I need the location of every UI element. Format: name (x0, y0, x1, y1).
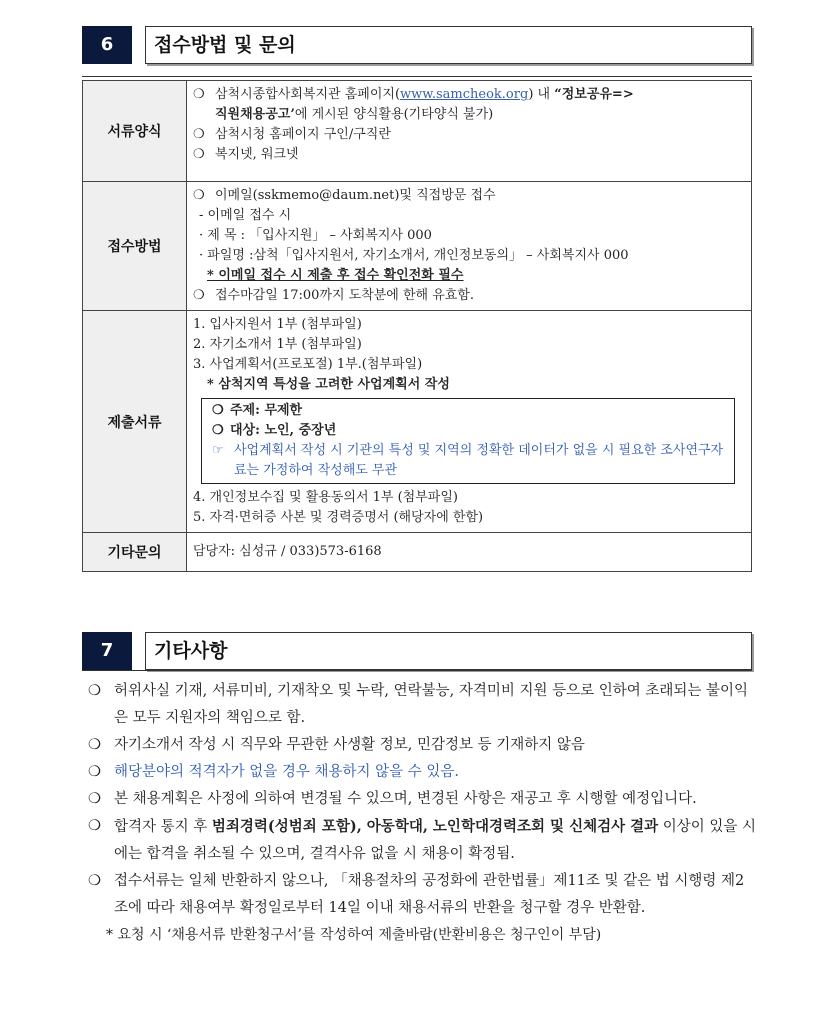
section-6-number: 6 (82, 26, 132, 64)
row-contact (83, 533, 752, 572)
section-7-header (82, 632, 752, 670)
row-label-documents: 제출서류 (83, 311, 187, 533)
circle-bullet-icon: ❍ (193, 87, 205, 102)
circle-bullet-icon: ❍ (212, 423, 224, 438)
row-content-method: ❍ 이메일(sskmemo@daum.net)및 직접방문 접수 - 이메일 접수 시 · 제 목 : 「입사지원」 – 사회복지사 000 · 파일명 :삼척「입사지원서, 자기소개서, 개인정보동의」 – 사회복지사 000 * 이메일 접수 시 제출 후 접수 확인전화 필수 ❍ 접수마감일 17:00까지 도착분에 한해 유효함. (187, 182, 752, 311)
section-7-title: 기타사항 (145, 632, 752, 670)
row-label-method: 접수방법 (83, 182, 187, 311)
list-item: ❍ 자기소개서 작성 시 직무와 무관한 사생활 정보, 민감정보 등 기재하지 않음 (88, 732, 758, 759)
notes-list (88, 678, 758, 949)
list-item: ❍ 해당분야의 적격자가 없을 경우 채용하지 않을 수 있음. (88, 759, 758, 786)
circle-bullet-icon: ❍ (88, 764, 101, 780)
row-form (83, 81, 752, 182)
proposal-guide-box: ❍ 주제: 무제한 ❍ 대상: 노인, 중장년 ☞ 사업계획서 작성 시 기관의 특성 및 지역의 정확한 데이터가 없을 시 필요한 조사연구자료는 가정하여 작성해도 무관 (201, 398, 735, 484)
list-item: ❍ 본 채용계획은 사정에 의하여 변경될 수 있으며, 변경된 사항은 재공고 후 시행할 예정입니다. (88, 786, 758, 813)
row-documents (83, 311, 752, 533)
circle-bullet-icon: ❍ (193, 288, 205, 303)
circle-bullet-icon: ❍ (193, 188, 205, 203)
section-7-number: 7 (82, 632, 132, 670)
application-table (82, 80, 752, 572)
list-item: ❍ 접수서류는 일체 반환하지 않으나, 「채용절차의 공정화에 관한법률」제11조 및 같은 법 시행령 제2조에 따라 채용여부 확정일로부터 14일 이내 채용서류의 반환을 청구할 경우 반환함. (88, 868, 758, 922)
row-content-contact (187, 533, 752, 572)
homepage-link[interactable]: www.samcheok.org (400, 87, 529, 102)
section-6-title: 접수방법 및 문의 (145, 26, 752, 64)
circle-bullet-icon: ❍ (88, 873, 101, 889)
row-content-form: ❍ 삼척시종합사회복지관 홈페이지(www.samcheok.org) 내 “정보공유=> 직원채용공고’에 게시된 양식활용(기타양식 불가) ❍ 삼척시청 홈페이지 구인/구직란 ❍ 복지넷, 워크넷 (187, 81, 752, 182)
circle-bullet-icon: ❍ (212, 403, 224, 418)
circle-bullet-icon: ❍ (193, 147, 205, 162)
section-6-header (82, 26, 752, 64)
circle-bullet-icon: ❍ (88, 818, 101, 834)
circle-bullet-icon: ❍ (193, 127, 205, 142)
section-7-divider (82, 670, 752, 671)
section-6-divider (82, 76, 752, 77)
circle-bullet-icon: ❍ (88, 737, 101, 753)
list-item: ❍ 허위사실 기재, 서류미비, 기재착오 및 누락, 연락불능, 자격미비 지원 등으로 인하여 초래되는 불이익은 모두 지원자의 책임으로 함. (88, 678, 758, 732)
row-content-documents: 1. 입사지원서 1부 (첨부파일) 2. 자기소개서 1부 (첨부파일) 3. 사업계획서(프로포절) 1부.(첨부파일) * 삼척지역 특성을 고려한 사업계획서 작성 ❍ 주제: 무제한 ❍ 대상: 노인, 중장년 ☞ 사업계획서 작성 시 기관의 특성 및 지역의 정확한 데이터가 없을 시 필요한 조사연구자료는 가정하여 작성해도 무관 4. 개인정보수집 및 활용동의서 1부 (첨부파일) 5. 자격·면허증 사본 및 경력증명서 (해당자에 한함) (187, 311, 752, 533)
row-method (83, 182, 752, 311)
circle-bullet-icon: ❍ (88, 791, 101, 807)
return-request-note: * 요청 시 ‘채용서류 반환청구서’를 작성하여 제출바람(반환비용은 청구인이 부담) (106, 927, 602, 943)
circle-bullet-icon: ❍ (88, 683, 101, 699)
contact-info: 담당자: 심성규 / 033)573-6168 (193, 544, 382, 559)
list-item: ❍ 합격자 통지 후 범죄경력(성범죄 포함), 아동학대, 노인학대경력조회 및 신체검사 결과 이상이 있을 시에는 합격을 취소될 수 있으며, 결격사유 없을 시 채용이 확정됨. (88, 813, 758, 868)
row-label-contact: 기타문의 (83, 533, 187, 572)
email-notice: * 이메일 접수 시 제출 후 접수 확인전화 필수 (207, 268, 464, 283)
pointing-hand-icon: ☞ (212, 443, 224, 458)
row-label-form: 서류양식 (83, 81, 187, 182)
